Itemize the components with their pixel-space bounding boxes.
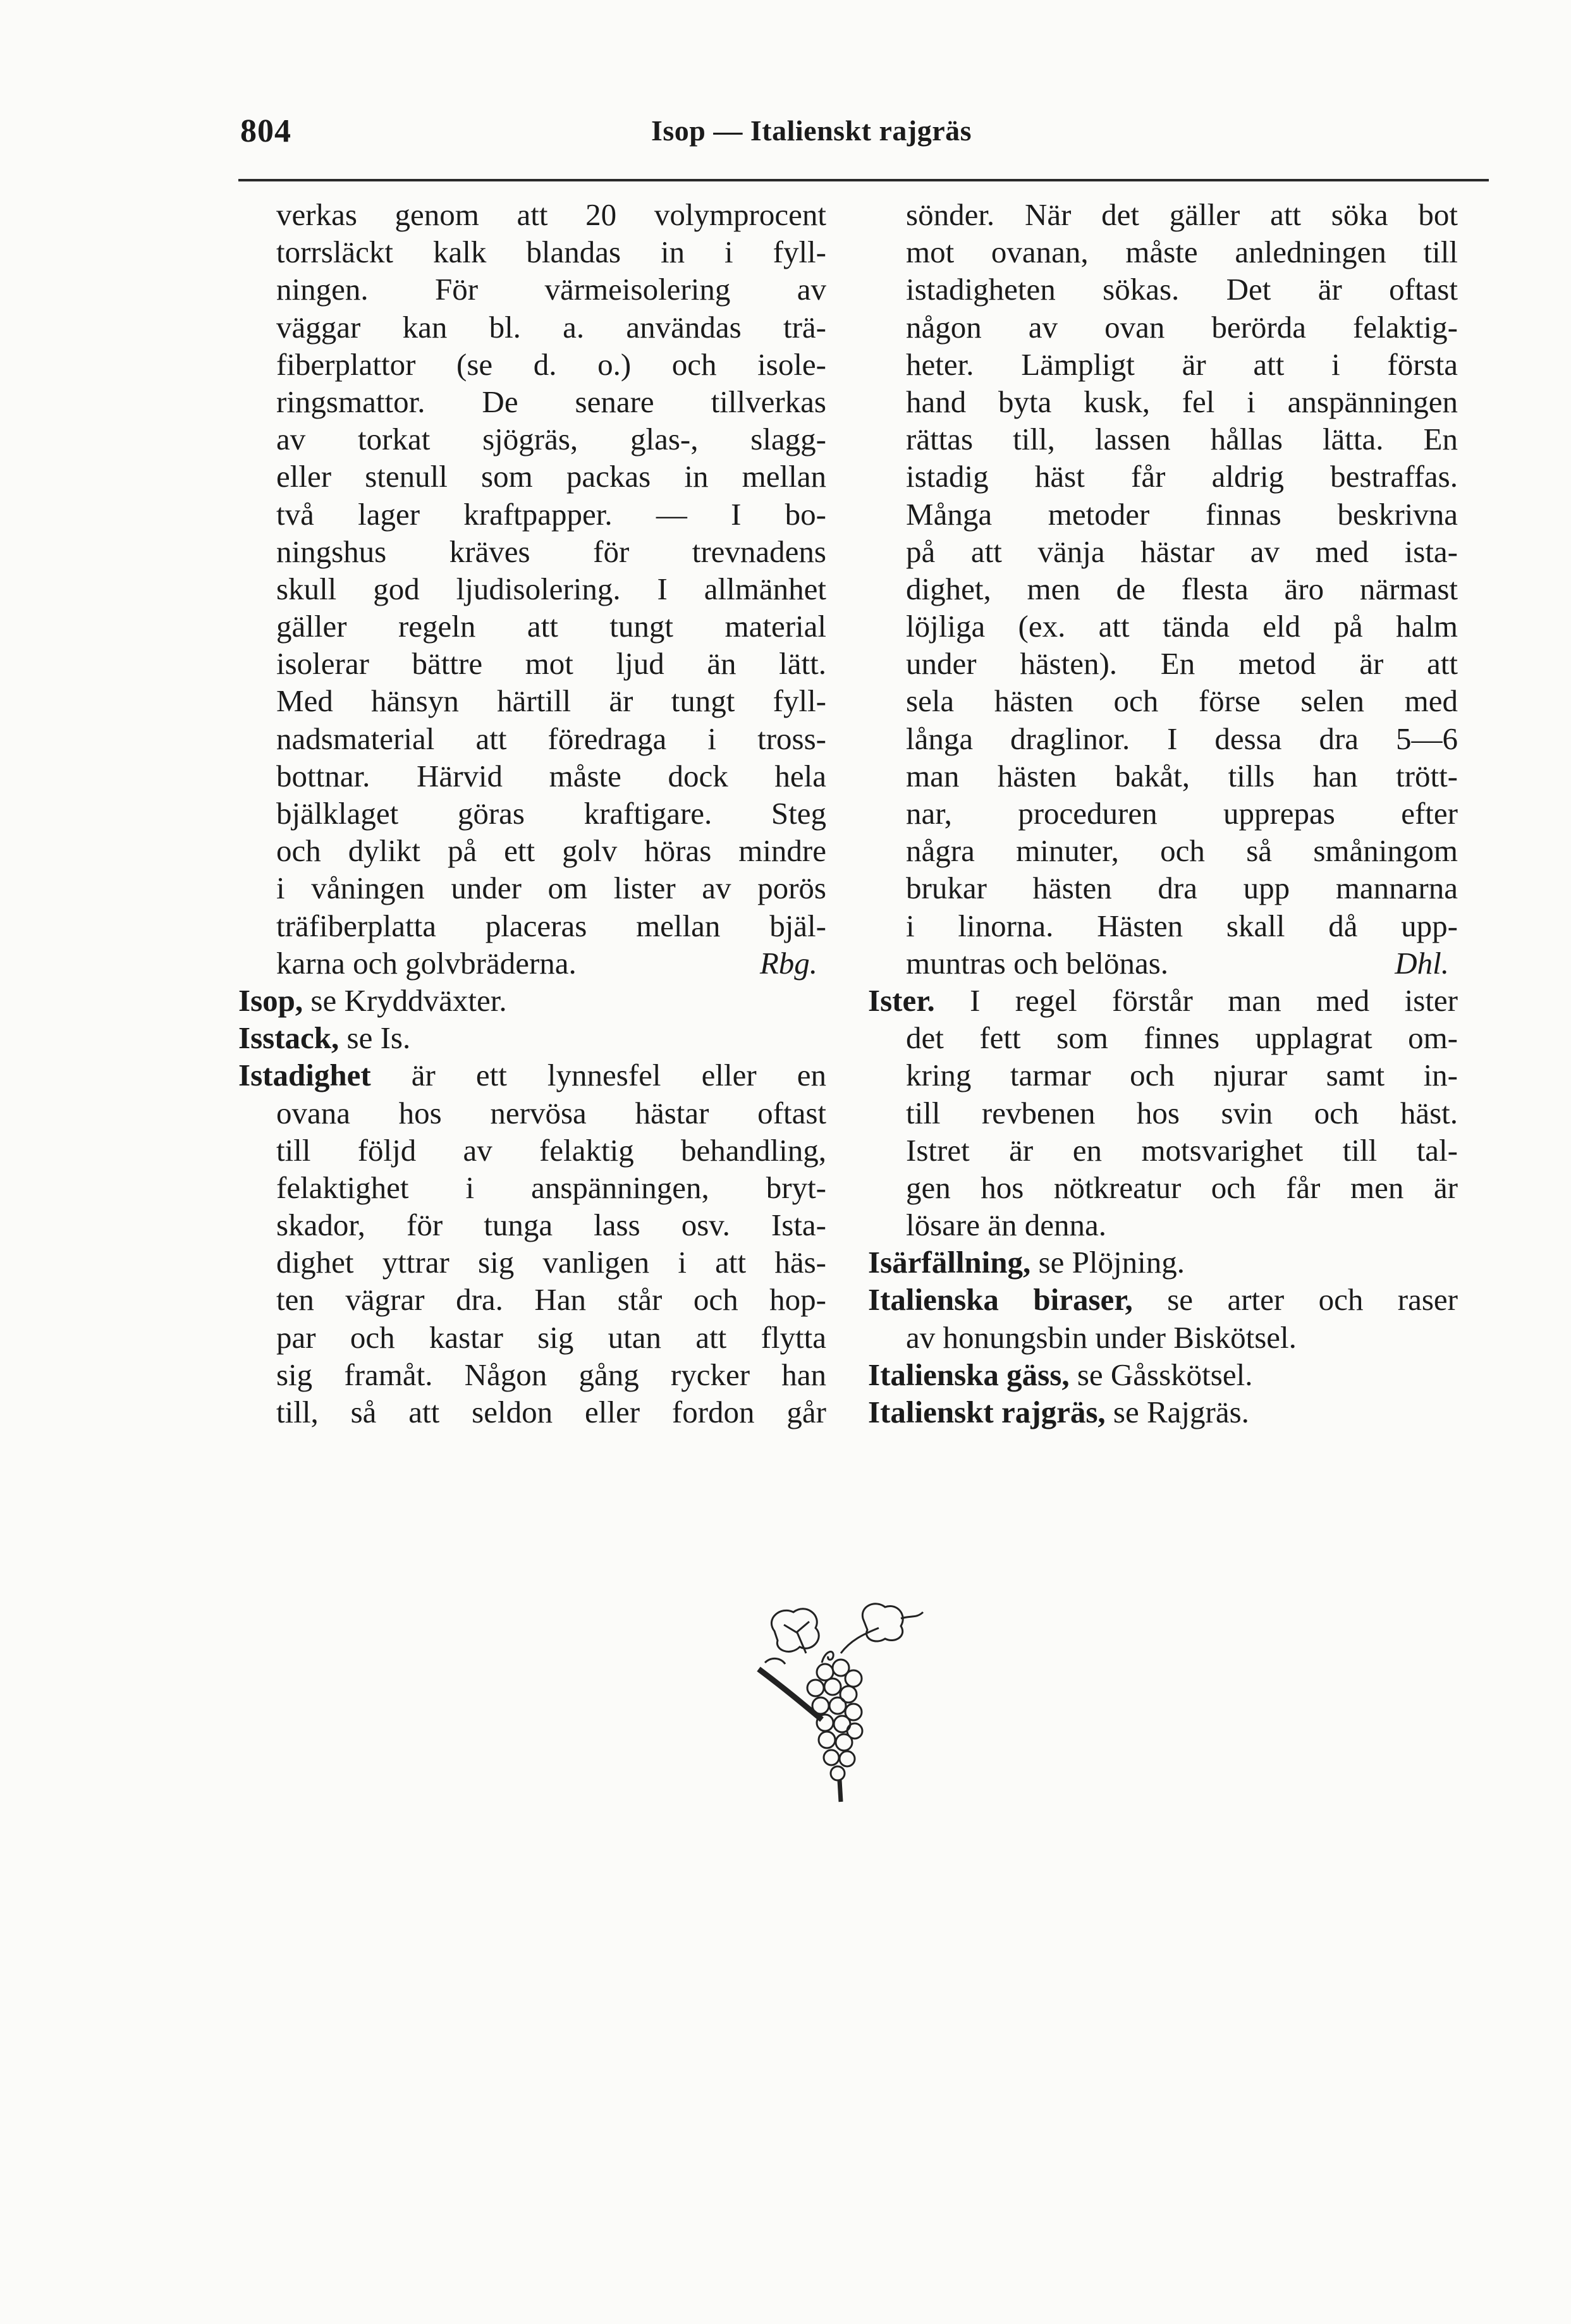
text-line: kring tarmar och njurar samt in- <box>906 1058 1458 1093</box>
text-line: Istret är en motsvarighet till tal- <box>906 1132 1458 1168</box>
text-line: nadsmaterial att föredraga i tross- <box>276 721 826 756</box>
entry-first-line <box>238 1056 826 1094</box>
text-line: muntras och belönas. <box>906 945 1169 981</box>
text-line: två lager kraftpapper. — I bo- <box>276 496 826 532</box>
text-line: eller stenull som packas in mellan <box>276 459 826 494</box>
entry-body <box>868 1319 1458 1356</box>
entry-italienska-biraser <box>868 1281 1458 1355</box>
text-line: i våningen under om lister av porös <box>276 871 826 906</box>
text-line: verkas genom att 20 volymprocent <box>276 197 826 232</box>
text-line: skull god ljudisolering. I allmänhet <box>276 571 826 606</box>
text-line: av torkat sjögräs, glas-, slagg- <box>276 422 826 457</box>
running-head: Isop — Italienskt rajgräs <box>651 114 972 147</box>
headword: Isstack, <box>238 1020 339 1056</box>
left-column <box>238 196 826 1431</box>
text-line: rättas till, lassen hållas lätta. En <box>906 422 1458 457</box>
headword: Istadighet <box>238 1058 371 1093</box>
text-line: istadigheten sökas. Det är oftast <box>906 272 1458 307</box>
istadighet-continued <box>868 196 1458 982</box>
entry-isop <box>238 982 826 1019</box>
text-line: heter. Lämpligt är att i första <box>906 346 1458 382</box>
text-line: löjliga (ex. att tända eld på halm <box>906 609 1458 644</box>
header-rule <box>238 179 1489 181</box>
continuation-text <box>238 196 826 982</box>
entry-body <box>868 1019 1458 1244</box>
text-line: bottnar. Härvid måste dock hela <box>276 758 826 793</box>
entry-text: se arter och raser <box>1132 1282 1458 1318</box>
text-line: ten vägrar dra. Han står och hop- <box>276 1282 826 1318</box>
right-column <box>868 196 1458 1431</box>
text-line: gäller regeln att tungt material <box>276 609 826 644</box>
text-line: istadig häst får aldrig bestraffas. <box>906 459 1458 494</box>
headword: Italienska biraser, <box>868 1282 1133 1318</box>
entry-text: se Kryddväxter. <box>303 982 507 1018</box>
signed-line <box>906 945 1458 982</box>
headword: Isärfällning, <box>868 1245 1031 1280</box>
entry-isarfallning <box>868 1244 1458 1281</box>
text-line: nar, proceduren upprepas efter <box>906 796 1458 831</box>
text-line: ovana hos nervösa hästar oftast <box>276 1095 826 1130</box>
entry-text: I regel förstår man med ister <box>934 982 1458 1018</box>
text-line: långa draglinor. I dessa dra 5—6 <box>906 721 1458 756</box>
grape-cluster-icon <box>746 1593 936 1814</box>
headword: Isop, <box>238 982 303 1018</box>
text-line: några minuter, och så småningom <box>906 833 1458 869</box>
text-line: gen hos nötkreatur och får men är <box>906 1170 1458 1205</box>
signed-line <box>276 945 826 982</box>
headword: Italienskt rajgräs, <box>868 1395 1106 1429</box>
entry-italienska-gass <box>868 1356 1458 1393</box>
entry-istadighet <box>238 1056 826 1431</box>
text-line: dighet, men de flesta äro närmast <box>906 571 1458 606</box>
text-line: hand byta kusk, fel i anspänningen <box>906 384 1458 419</box>
headword: Ister. <box>868 982 935 1018</box>
headword: Italienska gäss, <box>868 1357 1070 1392</box>
entry-first-line <box>868 1281 1458 1318</box>
text-line: väggar kan bl. a. användas trä- <box>276 309 826 345</box>
text-line: man hästen bakåt, tills han trött- <box>906 758 1458 793</box>
text-line: ningshus kräves för trevnadens <box>276 534 826 569</box>
entry-ister <box>868 982 1458 1244</box>
text-line: mot ovanan, måste anledningen till <box>906 235 1458 270</box>
text-line: felaktighet i anspänningen, bryt- <box>276 1170 826 1205</box>
text-line: par och kastar sig utan att flytta <box>276 1319 826 1355</box>
text-line: det fett som finnes upplagrat om- <box>906 1020 1458 1056</box>
text-line: träfiberplatta placeras mellan bjäl- <box>276 908 826 943</box>
text-line: sönder. När det gäller att söka bot <box>906 197 1458 232</box>
text-line: dighet yttrar sig vanligen i att häs- <box>276 1245 826 1280</box>
entry-isstack <box>238 1019 826 1056</box>
text-line: torrsläckt kalk blandas in i fyll- <box>276 235 826 270</box>
entry-first-line <box>868 982 1458 1019</box>
text-line: isolerar bättre mot ljud än lätt. <box>276 646 826 682</box>
entry-text: är ett lynnesfel eller en <box>370 1058 826 1093</box>
text-line: bjälklaget göras kraftigare. Steg <box>276 796 826 831</box>
text-line: sela hästen och förse selen med <box>906 683 1458 719</box>
author-signature: Dhl. <box>1395 945 1449 981</box>
text-line: ningen. För värmeisolering av <box>276 272 826 307</box>
text-line: lösare än denna. <box>906 1208 1106 1243</box>
entry-body <box>238 1094 826 1431</box>
text-line: ringsmattor. De senare tillverkas <box>276 384 826 419</box>
entry-text: se Rajgräs. <box>1105 1395 1249 1429</box>
text-line: under hästen). En metod är att <box>906 646 1458 682</box>
entry-text: se Plöjning. <box>1030 1245 1185 1280</box>
text-line: på att vänja hästar av med ista- <box>906 534 1458 569</box>
text-line: till följd av felaktig behandling, <box>276 1132 826 1168</box>
page-number: 804 <box>240 113 291 149</box>
author-signature: Rbg. <box>759 945 817 981</box>
text-line: till, så att seldon eller fordon går <box>276 1395 826 1429</box>
text-line: skador, för tunga lass osv. Ista- <box>276 1208 826 1243</box>
text-line: Med hänsyn härtill är tungt fyll- <box>276 683 826 719</box>
text-line: någon av ovan berörda felaktig- <box>906 309 1458 345</box>
entry-italienskt-rajgras <box>868 1393 1458 1431</box>
text-line: brukar hästen dra upp mannarna <box>906 871 1458 906</box>
text-line: fiberplattor (se d. o.) och isole- <box>276 346 826 382</box>
text-line: karna och golvbräderna. <box>276 945 577 981</box>
text-line: och dylikt på ett golv höras mindre <box>276 833 826 869</box>
text-line: Många metoder finnas beskrivna <box>906 496 1458 532</box>
text-line: sig framåt. Någon gång rycker han <box>276 1357 826 1392</box>
entry-text: se Gåsskötsel. <box>1069 1357 1253 1392</box>
text-line: av honungsbin under Biskötsel. <box>906 1319 1297 1355</box>
entry-text: se Is. <box>339 1020 411 1056</box>
text-line: till revbenen hos svin och häst. <box>906 1095 1458 1130</box>
text-line: i linorna. Hästen skall då upp- <box>906 908 1458 943</box>
